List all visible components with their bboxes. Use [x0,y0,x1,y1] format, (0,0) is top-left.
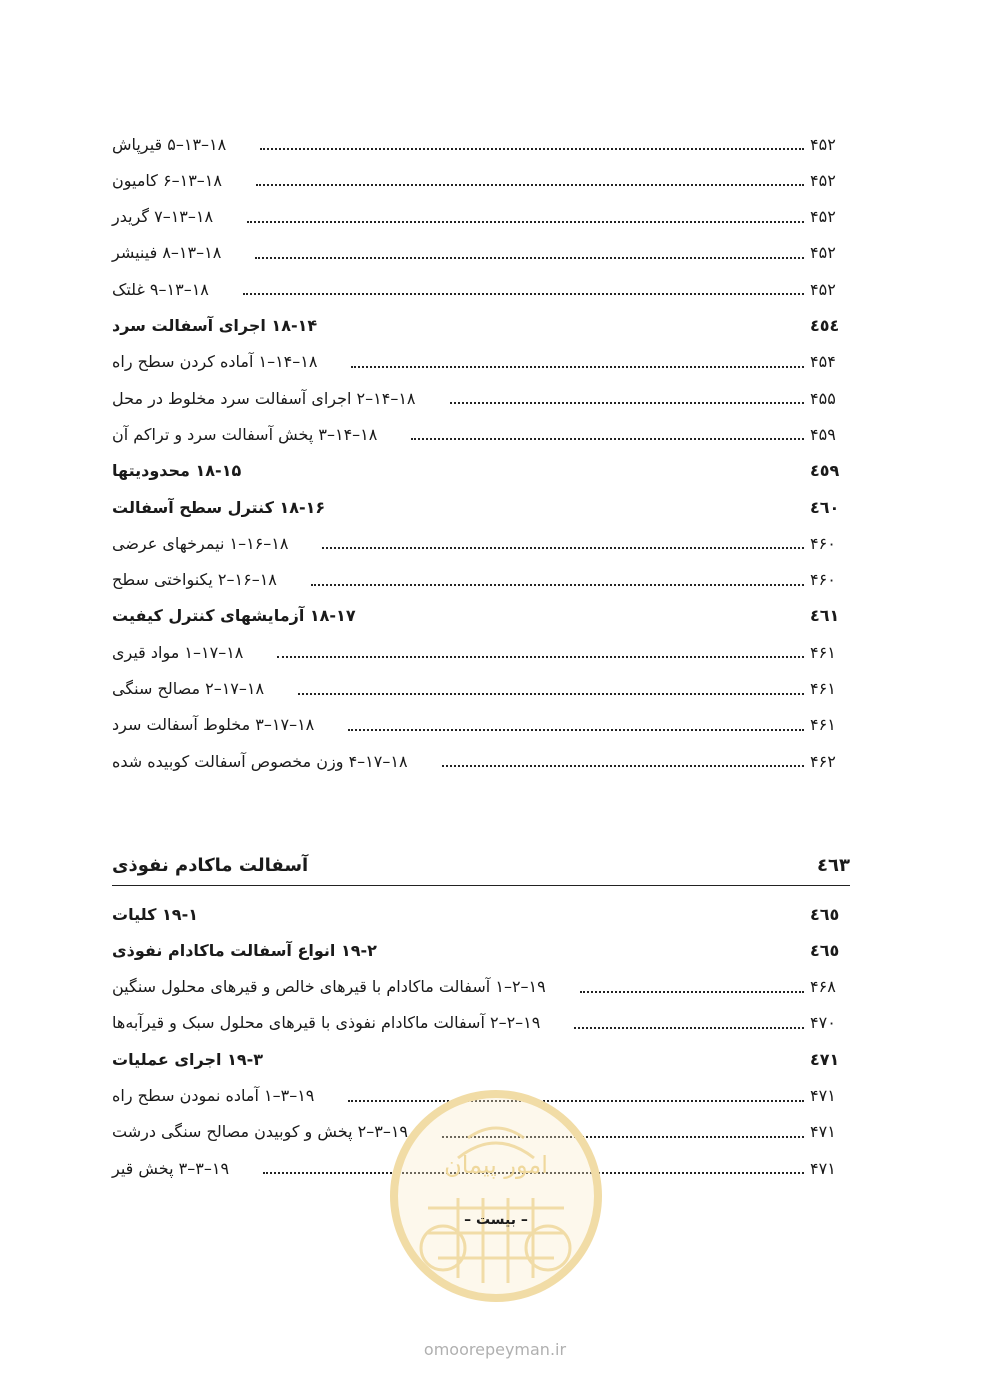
toc-heading-row [112,934,850,966]
toc-entry-page: ۴۶۰ [810,570,836,590]
toc-entry-title: ۱۸–۱۶–۱ نیمرخهای عرضی [112,533,289,553]
toc-entry-title: ۱۸–۱۳–۵ قیرپاش [112,134,227,154]
toc-entry-row [112,564,850,596]
toc-heading-row [112,600,850,632]
seal-graphic [398,1098,594,1294]
toc-entry-row [112,673,850,705]
seal-logo [390,1090,602,1302]
toc-heading-row [112,455,850,487]
dot-leader [442,765,804,767]
dot-leader [247,221,804,223]
dot-leader [351,366,804,368]
dot-leader [322,547,804,549]
toc-entry-page: ۴۵۲ [810,134,836,154]
dot-leader [298,693,804,695]
toc-entry-row [112,709,850,741]
toc-heading-row [112,491,850,523]
toc-entry-title: ۱۹–۳–۳ پخش قیر [112,1158,230,1178]
toc-entry-page: ٤٥٩ [810,461,840,481]
toc-entry-title: ۱۹–۳–۱ آماده نمودن سطح راه [112,1086,315,1105]
dot-leader [348,729,804,731]
toc-heading-row [112,310,850,342]
chapter-divider [112,885,850,886]
toc-entry-title: ۱۸–۱۳–۹ غلتک [112,279,209,299]
toc-entry-title: ۱۸–۱۷–۱ مواد قیری [112,642,244,662]
dot-leader [255,257,804,259]
toc-entry-title: ۱۸-۱۶ کنترل سطح آسفالت [112,497,326,517]
toc-entry-title: ۱۹-۳ اجرای عملیات [112,1049,263,1069]
toc-entry-row [112,201,850,233]
toc-entry-page: ۴۷۰ [810,1013,836,1033]
dot-leader [411,438,804,440]
toc-entry-title: ۱۸-۱۵ محدودیتها [112,461,242,481]
toc-entry-title: ۱۹–۲–۲ آسفالت ماکادام نفوذی با قیرهای محلول سبک و قیرآبه‌ها [112,1013,541,1033]
toc-entry-page: ٤٦٥ [810,940,840,960]
toc-entry-title: ۱۹-۱ کلیات [112,904,198,924]
dot-leader [277,656,804,658]
toc-entry-page: ٤٦٠ [810,497,840,517]
toc-entry-page: ٤٦٥ [810,904,840,924]
toc-entry-title: ۱۸–۱۶–۲ یکنواختی سطح [112,570,277,590]
toc-entry-title: ۱۹-۲ انواع آسفالت ماکادام نفوذی [112,940,377,960]
dot-leader [260,148,804,150]
toc-entry-row [112,382,850,414]
toc-entry-page: ۴۷۱ [810,1122,836,1142]
dot-leader [243,293,804,295]
toc-entry-page: ٤٧١ [810,1049,840,1069]
toc-entry-page: ۴۶۲ [810,751,836,771]
toc-entry-title: ۱۸–۱۳–۷ گریدر [112,207,214,227]
toc-entry-page: ٤٦١ [810,606,840,626]
dot-leader [450,402,804,404]
dot-leader [256,184,804,186]
toc-entry-title: ۱۸–۱۳–۶ کامیون [112,170,222,190]
chapter-page: ٤٦٣ [817,854,850,876]
toc-heading-row [112,1043,850,1075]
toc-entry-title: ۱۸–۱۳–۸ فینیشر [112,243,222,263]
toc-entry-page: ۴۶۱ [810,642,836,662]
toc-entry-page: ۴۷۱ [810,1086,836,1105]
toc-entry-title: ۱۸–۱۴–۲ اجرای آسفالت سرد مخلوط در محل [112,388,416,408]
dot-leader [311,584,804,586]
toc-entry-page: ۴۷۱ [810,1158,836,1178]
toc-entry-row [112,418,850,450]
toc-entry-title: ۱۸–۱۴–۳ پخش آسفالت سرد و تراکم آن [112,424,378,444]
toc-entry-title: ۱۸–۱۴–۱ آماده کردن سطح راه [112,352,318,372]
toc-entry-page: ۴۶۰ [810,533,836,553]
toc-entry-row [112,273,850,305]
toc-entry-title: ۱۸–۱۷–۳ مخلوط آسفالت سرد [112,715,315,735]
toc-entry-row [112,1007,850,1039]
toc-entry-page: ۴۵۹ [810,424,836,444]
toc-entry-page: ٤٥٤ [810,316,840,335]
toc-entry-page: ۴۵۲ [810,243,836,263]
toc-entry-page: ۴۶۱ [810,715,836,735]
toc-entry-row [112,128,850,160]
toc-entry-row [112,971,850,1003]
toc-entry-page: ۴۵۲ [810,207,836,227]
page-number-label: – بیست – [464,1212,528,1228]
toc-entry-title: ۱۸–۱۷–۴ وزن مخصوص آسفالت کوبیده شده [112,751,408,771]
toc-entry-page: ۴۵۴ [810,352,836,372]
toc-entry-page: ۴۶۸ [810,977,836,997]
toc-entry-page: ۴۵۵ [810,388,836,408]
toc-entry-page: ۴۶۱ [810,679,836,698]
dot-leader [574,1027,804,1029]
dot-leader [580,991,804,993]
toc-entry-page: ۴۵۲ [810,170,836,190]
seal-text: امور پیمان [444,1151,548,1179]
toc-entry-row [112,237,850,269]
toc-entry-row [112,745,850,777]
toc-entry-title: ۱۹–۲–۱ آسفالت ماکادام با قیرهای خالص و قیرهای محلول سنگین [112,977,546,997]
toc-heading-row [112,898,850,930]
toc-entry-row [112,346,850,378]
website-watermark: omoorepeyman.ir [423,1340,567,1359]
toc-entry-row [112,636,850,668]
toc-entry-title: ۱۸–۱۷–۲ مصالح سنگی [112,679,265,698]
toc-entry-row [112,527,850,559]
toc-entry-page: ۴۵۲ [810,279,836,299]
toc-entry-title: ۱۹–۳–۲ پخش و کوبیدن مصالح سنگی درشت [112,1122,409,1142]
chapter-heading [112,846,850,884]
toc-entry-row [112,164,850,196]
toc-entry-title: ۱۸-۱۷ آزمایشهای کنترل کیفیت [112,606,356,626]
toc-entry-title: ۱۸-۱۴ اجرای آسفالت سرد [112,316,318,335]
chapter-title: آسفالت ماکادم نفوذی [112,854,309,876]
